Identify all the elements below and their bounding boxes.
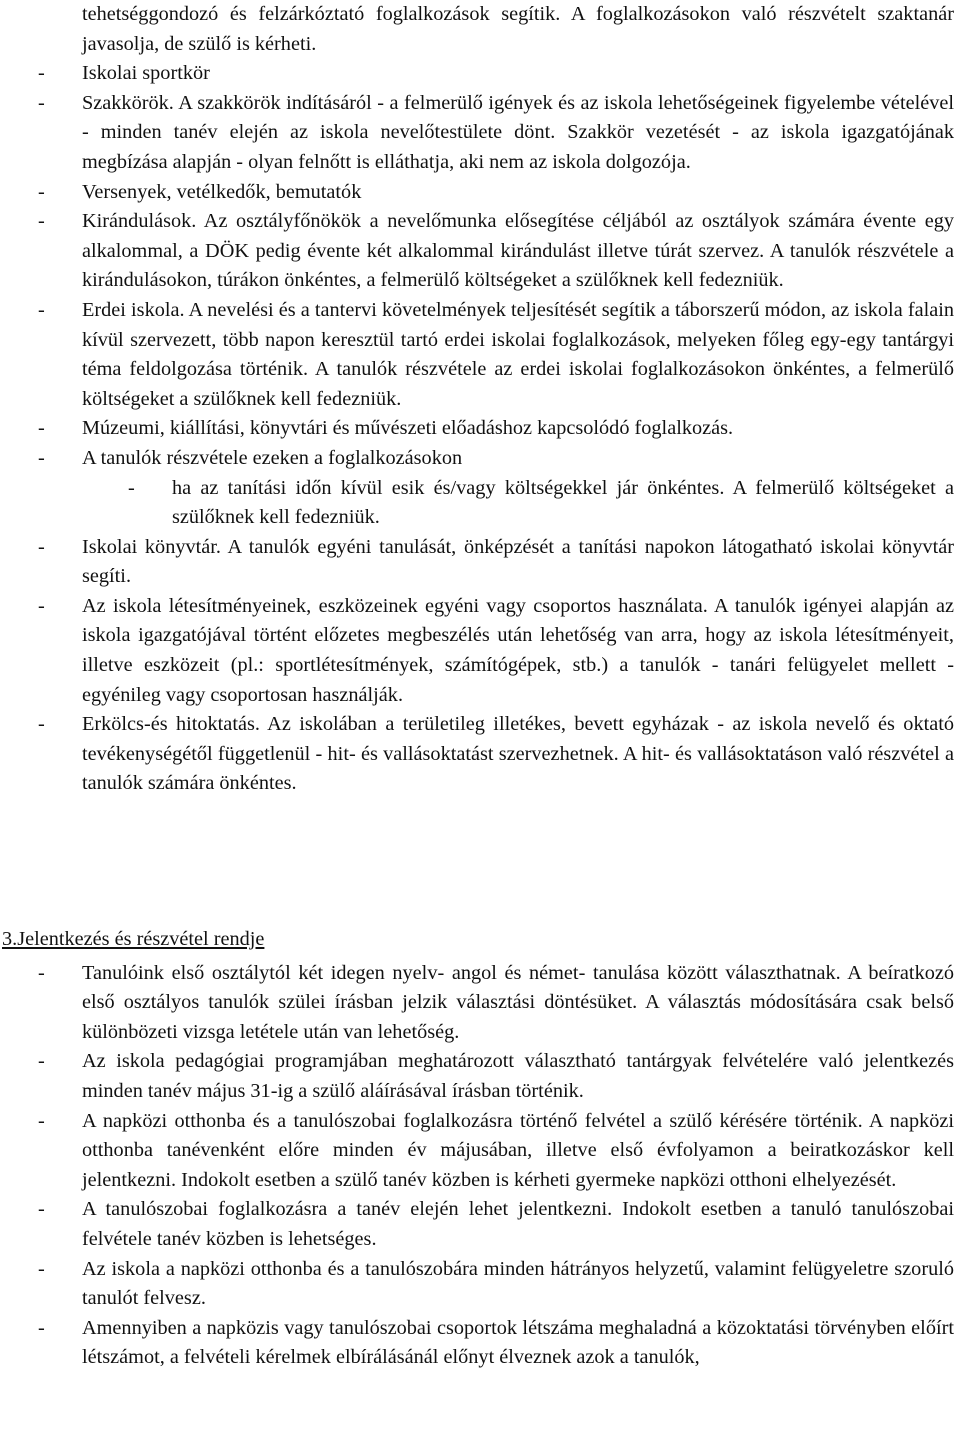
list-item: - Az iskola létesítményeinek, eszközeinek egyéni vagy csoportos használata. A tanulók igényei alapján az iskola igazgatójával történt előzetes megbeszélés után lehetőség van arra, hogy az iskola létesítményeit, illetve eszközeit (pl.: sportlétesítmények, számítógépek, stb.) a tanulók - tanári felügyelet mellett - egyénileg vagy csoportosan használják. [38,594,954,706]
list-item: - Az iskola a napközi otthonba és a tanulószobára minden hátrányos helyzetű, valamint felügyeletre szoruló tanulót felvesz. [38,1257,954,1310]
list-item: - A napközi otthonba és a tanulószobai foglalkozásra történő felvétel a szülő kérésére történik. A napközi otthonba tanévenként előre minden év májusában, illetve első évfolyamon a beiratkozáskor kell jelentkezni. Indokolt esetben a szülő tanév közben is kérheti gyermeke napközi otthoni elhelyezését. [38,1109,954,1191]
list-item: - Versenyek, vetélkedők, bemutatók [38,180,362,203]
list-item: - Kirándulások. Az osztályfőnökök a nevelőmunka elősegítése céljából az osztályok számára évente egy alkalommal, a DÖK pedig évente két alkalommal kirándulást illetve túrát szervez. A tanulók részvétele a kirándulásokon, túrákon önkéntes, a felmerülő költségeket a szülőknek kell fedezniük. [38,210,954,292]
list-item: - Tanulóink első osztálytól két idegen nyelv- angol és német- tanulása között választhatnak. A beíratkozó első osztályos tanulók szülei írásban jelzik választási döntésüket. A választás módosítására csak belső különbözeti vizsga letétele után van lehetőség. [38,961,954,1043]
sub-list-item: - ha az tanítási időn kívül esik és/vagy költségekkel jár önkéntes. A felmerülő költségeket a szülőknek kell fedezniük. [128,476,954,529]
list-item: - Erkölcs-és hitoktatás. Az iskolában a területileg illetékes, bevett egyházak - az iskola nevelő és oktató tevékenységétől függetlenül - hit- és vallásoktatást szervezhetnek. A hit- és vallásoktatáson való részvétel a tanulók számára önkéntes. [38,713,954,795]
list-item: - Iskolai könyvtár. A tanulók egyéni tanulását, önképzését a tanítási napokon látogatható iskolai könyvtár segíti. [38,535,954,588]
list-item: - Erdei iskola. A nevelési és a tantervi követelmények teljesítését segítik a táborszerű módon, az iskola falain kívül szervezett, több napon keresztül tartó erdei iskolai foglalkozások, melyeken főleg egy-egy tantárgyi téma feldolgozása történik. A tanulók részvétele az erdei iskolai foglalkozásokon önkéntes, a felmerülő költségeket a szülőknek kell fedezniük. [38,298,954,410]
list-item: - Amennyiben a napközis vagy tanulószobai csoportok létszáma meghaladná a közoktatási törvényben előírt létszámot, a felvételi kérelmek elbírálásánál előnyt élveznek azok a tanulók, [38,1316,954,1369]
list-item: - Szakkörök. A szakkörök indításáról - a felmerülő igények és az iskola lehetőségeinek figyelembe vételével - minden tanév elején az iskola nevelőtestülete dönt. Szakkör vezetését - az iskola igazgatójának megbízása alapján - olyan felnőtt is elláthatja, aki nem az iskola dolgozója. [38,91,954,173]
section-enrollment [0,925,954,1373]
continuation-paragraph: tehetséggondozó és felzárkóztató foglalkozások segítik. A foglalkozásokon való részvételt szaktanár javasolja, de szülő is kérheti. [82,3,954,55]
list-item: - A tanulók részvétele ezeken a foglalkozásokon [38,446,463,469]
list-item: - Múzeumi, kiállítási, könyvtári és művészeti előadáshoz kapcsolódó foglalkozás. [38,417,734,440]
list-item: - Iskolai sportkör [38,62,210,85]
list-item: - Az iskola pedagógiai programjában meghatározott választható tantárgyak felvételére való jelentkezés minden tanév május 31-ig a szülő aláírásával írásban történik. [38,1050,954,1102]
list-item: - A tanulószobai foglalkozásra a tanév elején lehet jelentkezni. Indokolt esetben a tanuló tanulószobai felvétele tanév közben is lehetséges. [38,1198,954,1250]
section-heading: 3.Jelentkezés és részvétel rendje [2,928,265,950]
